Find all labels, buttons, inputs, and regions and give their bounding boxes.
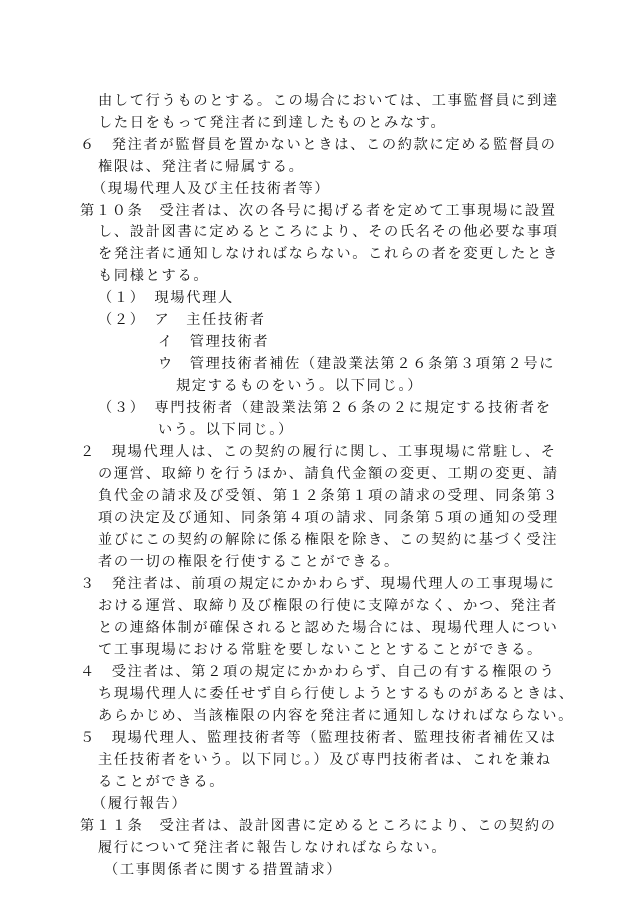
section-heading: （現場代理人及び主任技術者等） bbox=[92, 181, 331, 197]
text-line: ち現場代理人に委任せず自ら行使しようとするものがあるときは、 bbox=[98, 686, 575, 702]
list-item: （３） 専門技術者（建設業法第２６条の２に規定する技術者を bbox=[98, 400, 552, 416]
text-line: し、設計図書に定めるところにより、その氏名その他必要な事項 bbox=[98, 224, 559, 240]
article-heading-line: 第１０条 受注者は、次の各号に掲げる者を定めて工事現場に設置 bbox=[80, 203, 557, 219]
text-line: 権限は、発注者に帰属する。 bbox=[98, 159, 305, 175]
text-line: 者の一切の権限を行使することができる。 bbox=[98, 554, 400, 570]
text-line: ６ 発注者が監督員を置かないときは、この約款に定める監督員の bbox=[80, 137, 557, 153]
text-line: も同様とする。 bbox=[98, 268, 210, 284]
text-line: ることができる。 bbox=[98, 774, 226, 790]
text-line: ５ 現場代理人、監理技術者等（監理技術者、監理技術者補佐又は bbox=[80, 730, 557, 746]
text-line: 規定するものをいう。以下同じ。） bbox=[176, 378, 424, 394]
text-line: を発注者に通知しなければならない。これらの者を変更したとき bbox=[98, 246, 559, 262]
text-line: した日をもって発注者に到達したものとみなす。 bbox=[98, 115, 447, 131]
list-item: （２） ア 主任技術者 bbox=[98, 312, 266, 328]
list-item: （１） 現場代理人 bbox=[98, 290, 234, 306]
text-line: ４ 受注者は、第２項の規定にかかわらず、自己の有する権限のう bbox=[80, 664, 556, 680]
section-heading: （履行報告） bbox=[92, 796, 188, 812]
list-subitem: イ 管理技術者 bbox=[158, 334, 270, 350]
text-line: あらかじめ、当該権限の内容を発注者に通知しなければならない。 bbox=[98, 708, 575, 724]
list-subitem: ウ 管理技術者補佐（建設業法第２６条第３項第２号に bbox=[158, 356, 556, 372]
text-line: 由して行うものとする。この場合においては、工事監督員に到達 bbox=[98, 93, 559, 109]
text-line: 並びにこの契約の解除に係る権限を除き、この契約に基づく受注 bbox=[98, 532, 559, 548]
text-line: 項の決定及び通知、同条第４項の請求、同条第５項の通知の受理 bbox=[98, 510, 559, 526]
text-line: ３ 発注者は、前項の規定にかかわらず、現場代理人の工事現場に bbox=[80, 576, 556, 592]
text-line: ２ 現場代理人は、この契約の履行に関し、工事現場に常駐し、そ bbox=[80, 444, 557, 460]
text-line: 履行について発注者に報告しなければならない。 bbox=[98, 840, 448, 856]
text-line: 主任技術者をいう。以下同じ。）及び専門技術者は、これを兼ね bbox=[98, 752, 552, 768]
text-line: おける運営、取締り及び権限の行使に支障がなく、かつ、発注者 bbox=[98, 598, 558, 614]
text-line: との連絡体制が確保されると認めた場合には、現場代理人につい bbox=[98, 620, 559, 636]
text-line: の運営、取締りを行うほか、請負代金額の変更、工期の変更、請 bbox=[98, 466, 559, 482]
text-line: て工事現場における常駐を要しないこととすることができる。 bbox=[98, 642, 543, 658]
section-heading: （工事関係者に関する措置請求） bbox=[104, 862, 343, 878]
article-heading-line: 第１１条 受注者は、設計図書に定めるところにより、この契約の bbox=[80, 818, 557, 834]
text-line: 負代金の請求及び受領、第１２条第１項の請求の受理、同条第３ bbox=[98, 488, 559, 504]
text-line: いう。以下同じ。） bbox=[158, 422, 294, 438]
